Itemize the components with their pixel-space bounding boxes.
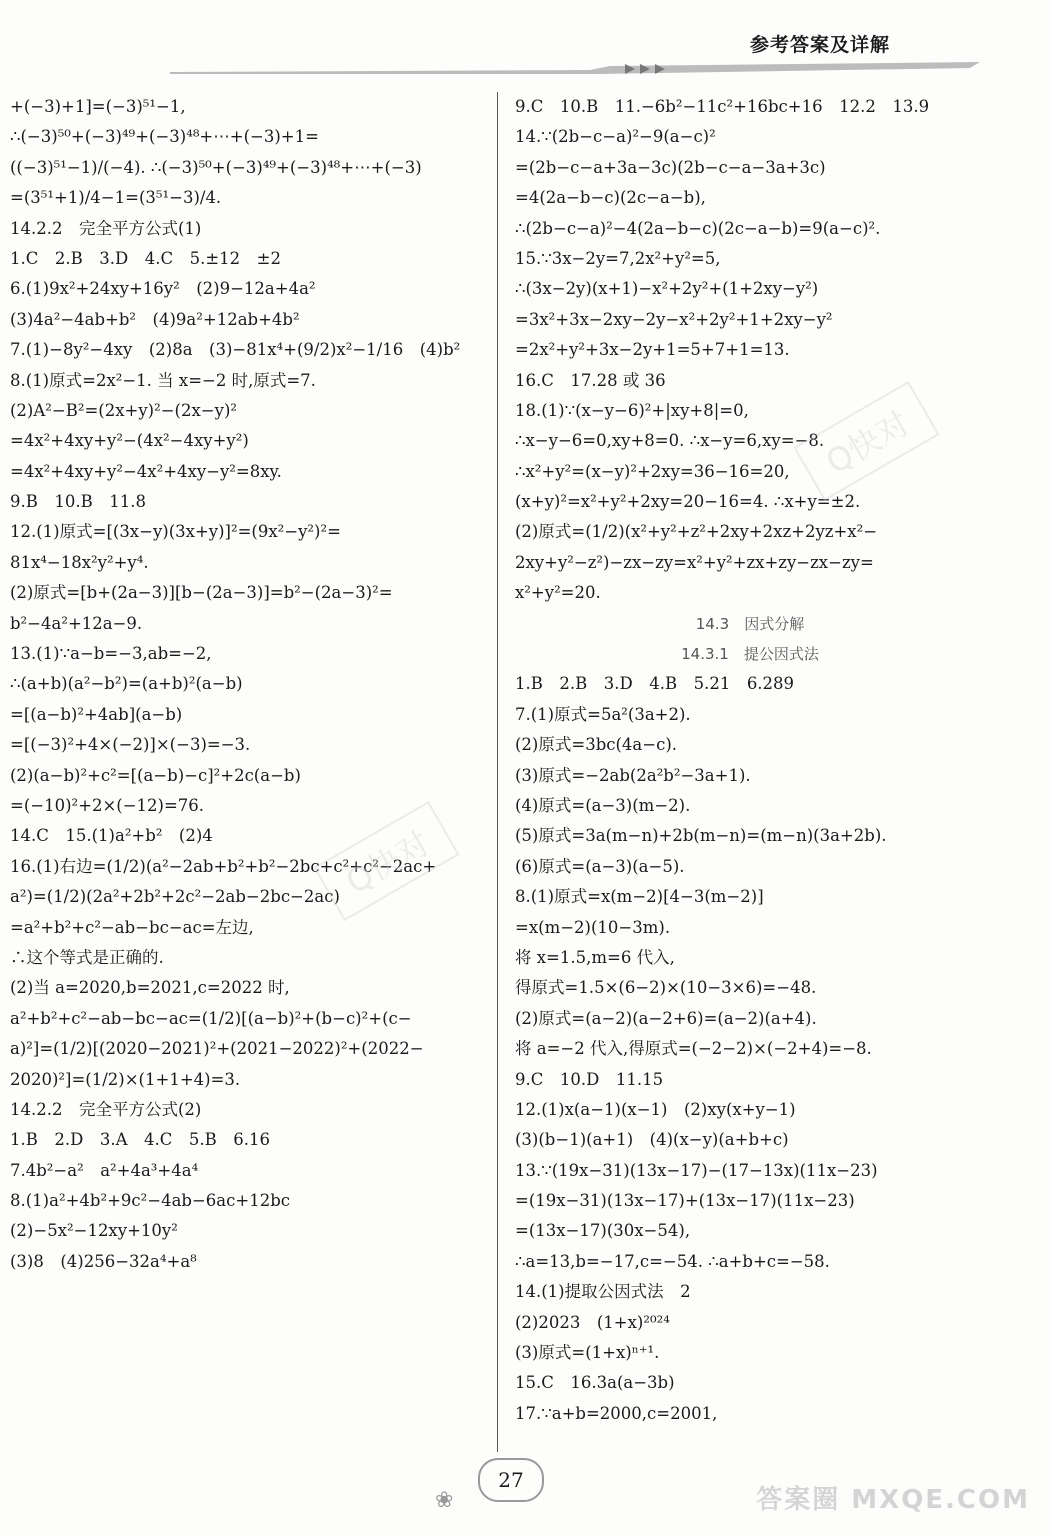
answer-line: (6)原式=(a−3)(a−5).	[515, 856, 685, 876]
column-divider	[497, 92, 498, 1452]
answer-line: 2020)²]=(1/2)×(1+1+4)=3.	[10, 1069, 241, 1089]
answer-line: 17.∵a+b=2000,c=2001,	[515, 1403, 718, 1423]
left-column	[10, 92, 480, 1277]
answer-line: 7.(1)−8y²−4xy (2)8a (3)−81x⁴+(9/2)x²−1/16 (4)b²	[10, 340, 461, 360]
answer-line: =2x²+y²+3x−2y+1=5+7+1=13.	[515, 340, 790, 360]
answer-line: 14.2.2 完全平方公式(1)	[10, 218, 202, 238]
answer-line: 14.2.2 完全平方公式(2)	[10, 1099, 202, 1119]
answer-line: 15.C 16.3a(a−3b)	[515, 1373, 675, 1393]
answer-line: 1.B 2.B 3.D 4.B 5.21 6.289	[515, 674, 795, 694]
answer-line: (2)原式=3bc(4a−c).	[515, 735, 678, 755]
answer-line: (2)(a−b)²+c²=[(a−b)−c]²+2c(a−b)	[10, 765, 301, 785]
answer-line: (2)原式=(1/2)(x²+y²+z²+2xy+2xz+2yz+x²−	[515, 522, 878, 542]
answer-line: 9.B 10.B 11.8	[10, 492, 146, 512]
answer-line: =[(a−b)²+4ab](a−b)	[10, 704, 183, 724]
header-title: 参考答案及详解	[749, 34, 890, 56]
answer-line: ∴(−3)⁵⁰+(−3)⁴⁹+(−3)⁴⁸+⋯+(−3)+1=	[10, 127, 319, 147]
answer-line: =(19x−31)(13x−17)+(13x−17)(11x−23)	[515, 1191, 855, 1211]
answer-line: 14.∵(2b−c−a)²−9(a−c)²	[515, 127, 716, 147]
answer-line: 7.(1)原式=5a²(3a+2).	[515, 704, 691, 724]
answer-line: 15.∵3x−2y=7,2x²+y²=5,	[515, 248, 721, 268]
answer-line: 81x⁴−18x²y²+y⁴.	[10, 552, 149, 572]
answer-line: 1.B 2.D 3.A 4.C 5.B 6.16	[10, 1130, 270, 1150]
answer-line: 8.(1)原式=2x²−1. 当 x=−2 时,原式=7.	[10, 370, 316, 390]
answer-line: 将 x=1.5,m=6 代入,	[515, 947, 675, 967]
answer-line: (3)原式=−2ab(2a²b²−3a+1).	[515, 765, 751, 785]
answer-line: =[(−3)²+4×(−2)]×(−3)=−3.	[10, 735, 251, 755]
answer-line: b²−4a²+12a−9.	[10, 613, 143, 633]
answer-line: ∴这个等式是正确的.	[10, 947, 164, 967]
answer-line: =a²+b²+c²−ab−bc−ac=左边,	[10, 917, 254, 937]
answer-line: =(−10)²+2×(−12)=76.	[10, 795, 205, 815]
answer-line: 14.3 因式分解	[695, 614, 805, 633]
answer-line: (3)原式=(1+x)ⁿ⁺¹.	[515, 1343, 660, 1363]
answer-line: +(−3)+1]=(−3)⁵¹−1,	[10, 97, 186, 116]
answer-line: (2)A²−B²=(2x+y)²−(2x−y)²	[10, 400, 237, 420]
answer-line: 将 a=−2 代入,得原式=(−2−2)×(−2+4)=−8.	[515, 1039, 872, 1059]
watermark-logo: 答案圈 MXQE.COM	[756, 1485, 1030, 1515]
answer-line: (2)当 a=2020,b=2021,c=2022 时,	[10, 978, 290, 998]
answer-line: (3)(b−1)(a+1) (4)(x−y)(a+b+c)	[515, 1130, 789, 1150]
answer-line: 9.C 10.B 11.−6b²−11c²+16bc+16 12.2 13.9	[515, 97, 930, 116]
answer-line: =(2b−c−a+3a−3c)(2b−c−a−3a+3c)	[515, 157, 826, 177]
answer-line: x²+y²=20.	[515, 583, 601, 603]
answer-line: ∴x²+y²=(x−y)²+2xy=36−16=20,	[515, 461, 790, 481]
answer-line: a²)=(1/2)(2a²+2b²+2c²−2ab−2bc−2ac)	[10, 887, 340, 907]
answer-line: (x+y)²=x²+y²+2xy=20−16=4. ∴x+y=±2.	[515, 492, 861, 512]
answer-line: =(13x−17)(30x−54),	[515, 1221, 691, 1241]
answer-line: 得原式=1.5×(6−2)×(10−3×6)=−48.	[515, 978, 817, 998]
watermark-stamp: Q快对	[313, 801, 459, 921]
answer-line: 14.C 15.(1)a²+b² (2)4	[10, 826, 213, 846]
answer-line: =4(2a−b−c)(2c−a−b),	[515, 188, 706, 208]
answer-line: =3x²+3x−2xy−2y−x²+2y²+1+2xy−y²	[515, 309, 833, 329]
answer-line: ∴(a+b)(a²−b²)=(a+b)²(a−b)	[10, 674, 243, 694]
answer-line: ∴a=13,b=−17,c=−54. ∴a+b+c=−58.	[515, 1251, 830, 1271]
answer-line: =(3⁵¹+1)/4−1=(3⁵¹−3)/4.	[10, 188, 222, 208]
answer-line: 18.(1)∵(x−y−6)²+|xy+8|=0,	[515, 400, 749, 420]
answer-line: 13.(1)∵a−b=−3,ab=−2,	[10, 644, 212, 664]
right-column	[515, 92, 985, 1429]
answer-line: a)²]=(1/2)[(2020−2021)²+(2021−2022)²+(2022−	[10, 1039, 424, 1059]
answer-line: 12.(1)x(a−1)(x−1) (2)xy(x+y−1)	[515, 1099, 796, 1119]
answer-line: 13.∵(19x−31)(13x−17)−(17−13x)(11x−23)	[515, 1160, 878, 1180]
answer-line: 9.C 10.D 11.15	[515, 1069, 664, 1089]
answer-line: (3)4a²−4ab+b² (4)9a²+12ab+4b²	[10, 309, 300, 329]
answer-line: 14.3.1 提公因式法	[681, 645, 819, 664]
answer-line: 1.C 2.B 3.D 4.C 5.±12 ±2	[10, 248, 281, 268]
answer-line: 6.(1)9x²+24xy+16y² (2)9−12a+4a²	[10, 279, 316, 299]
answer-line: 14.(1)提取公因式法 2	[515, 1282, 691, 1302]
answer-line: (3)8 (4)256−32a⁴+a⁸	[10, 1251, 197, 1271]
answer-line: a²+b²+c²−ab−bc−ac=(1/2)[(a−b)²+(b−c)²+(c−	[10, 1008, 412, 1028]
answer-line: (2)−5x²−12xy+10y²	[10, 1221, 178, 1241]
page-number: 27	[478, 1458, 544, 1502]
header-decoration	[170, 60, 980, 78]
answer-line: 12.(1)原式=[(3x−y)(3x+y)]²=(9x²−y²)²=	[10, 522, 341, 542]
answer-line: 16.(1)右边=(1/2)(a²−2ab+b²+b²−2bc+c²+c²−2ac+	[10, 856, 437, 876]
answer-line: ∴(2b−c−a)²−4(2a−b−c)(2c−a−b)=9(a−c)².	[515, 218, 881, 238]
answer-line: (4)原式=(a−3)(m−2).	[515, 795, 691, 815]
watermark-stamp: Q快对	[793, 381, 939, 501]
flower-ornament-icon: ❀	[435, 1488, 454, 1513]
answer-line: (2)原式=(a−2)(a−2+6)=(a−2)(a+4).	[515, 1008, 817, 1028]
answer-line: (2)2023 (1+x)²⁰²⁴	[515, 1312, 670, 1332]
answer-line: =x(m−2)(10−3m).	[515, 917, 671, 937]
answer-line: =4x²+4xy+y²−4x²+4xy−y²=8xy.	[10, 461, 282, 481]
answer-line: ∴(3x−2y)(x+1)−x²+2y²+(1+2xy−y²)	[515, 279, 819, 299]
answer-line: (2)原式=[b+(2a−3)][b−(2a−3)]=b²−(2a−3)²=	[10, 583, 393, 603]
answer-line: =4x²+4xy+y²−(4x²−4xy+y²)	[10, 431, 249, 451]
answer-line: 8.(1)原式=x(m−2)[4−3(m−2)]	[515, 887, 764, 907]
answer-line: ∴x−y−6=0,xy+8=0. ∴x−y=6,xy=−8.	[515, 431, 825, 451]
answer-line: 7.4b²−a² a²+4a³+4a⁴	[10, 1160, 199, 1180]
answer-line: 16.C 17.28 或 36	[515, 370, 666, 390]
answer-line: 2xy+y²−z²)−zx−zy=x²+y²+zx+zy−zx−zy=	[515, 552, 874, 572]
answer-line: 8.(1)a²+4b²+9c²−4ab−6ac+12bc	[10, 1191, 290, 1211]
answer-line: ((−3)⁵¹−1)/(−4). ∴(−3)⁵⁰+(−3)⁴⁹+(−3)⁴⁸+⋯+(−3)	[10, 157, 422, 177]
answer-line: (5)原式=3a(m−n)+2b(m−n)=(m−n)(3a+2b).	[515, 826, 887, 846]
